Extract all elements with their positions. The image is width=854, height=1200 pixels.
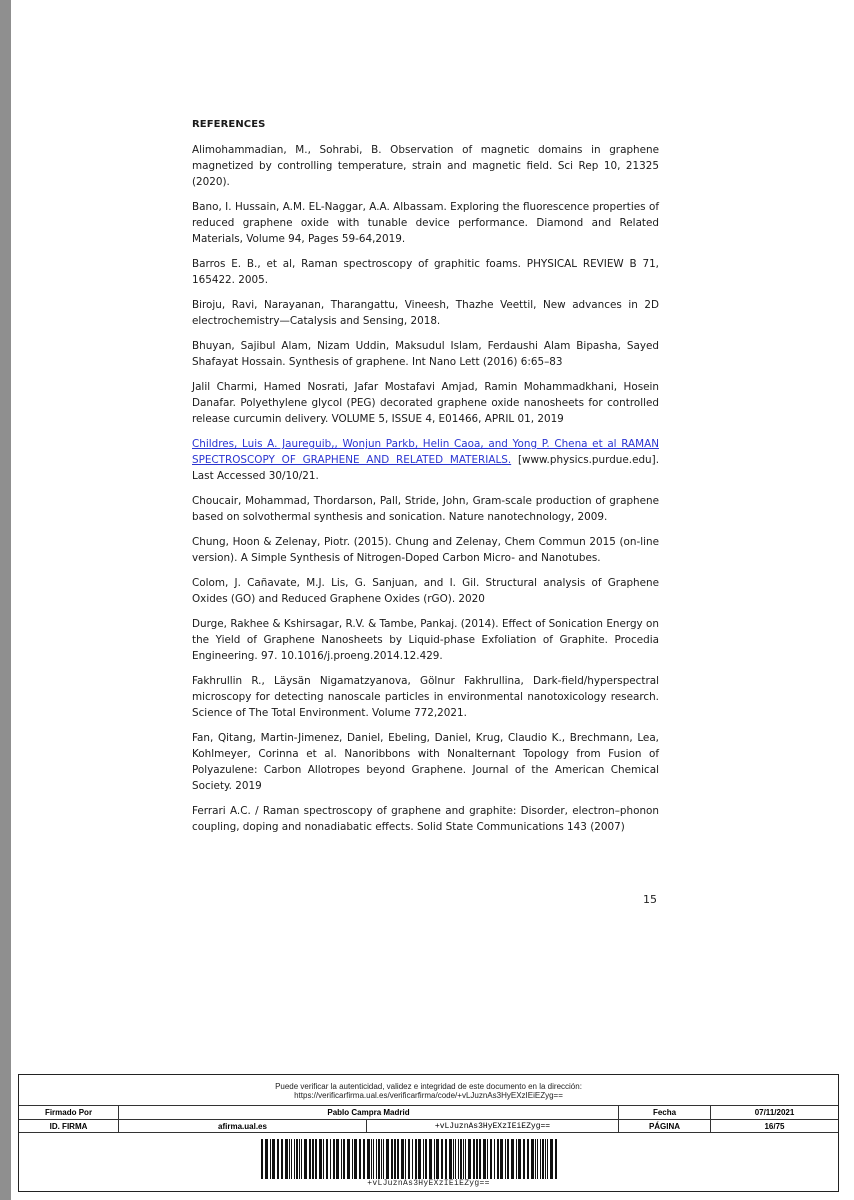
reference-item xyxy=(192,379,659,427)
verification-notice-text: Puede verificar la autenticidad, validez e integridad de este documento en la dirección: xyxy=(275,1082,582,1091)
page-label: PÁGINA xyxy=(619,1120,711,1133)
date-value: 07/11/2021 xyxy=(754,1108,795,1117)
reference-item xyxy=(192,493,659,525)
id-firma-label: ID. FIRMA xyxy=(19,1120,119,1133)
reference-text: Alimohammadian, M., Sohrabi, B. Observation of magnetic domains in graphene magnetized by controlling temperature, strain and magnetic field. Sci Rep 10, 21325 (2020). xyxy=(192,144,659,188)
verification-notice xyxy=(19,1082,838,1100)
reference-text: Barros E. B., et al, Raman spectroscopy of graphitic foams. PHYSICAL REVIEW B 71, 165422. 2005. xyxy=(192,258,659,286)
reference-text: Fakhrullin R., Läysän Nigamatzyanova, Gölnur Fakhrullina, Dark-field/hyperspectral microscopy for detecting nanoscale particles in environmental nanotoxicology research. Science of The Total Environment. Volume 772,2021. xyxy=(192,675,659,719)
signed-by-label: Firmado Por xyxy=(19,1106,119,1119)
reference-item xyxy=(192,256,659,288)
barcode xyxy=(259,1139,559,1179)
reference-item xyxy=(192,730,659,794)
id-code: +vLJuznAs3HyEXzIEiEZyg== xyxy=(367,1120,619,1133)
reference-item xyxy=(192,142,659,190)
reference-text: Bano, I. Hussain, A.M. EL-Naggar, A.A. Albassam. Exploring the fluorescence properties of reduced graphene oxide with tunable device performance. Diamond and Related Materials, Volume 94, Pages 59-64,2019. xyxy=(192,201,659,245)
reference-text: Biroju, Ravi, Narayanan, Tharangattu, Vineesh, Thazhe Veettil, New advances in 2D electrochemistry—Catalysis and Sensing, 2018. xyxy=(192,299,659,327)
signer-name: Pablo Campra Madrid xyxy=(119,1106,619,1119)
page-edge-shadow xyxy=(0,0,11,1200)
barcode-text: +vLJuznAs3HyEXzIEiEZyg== xyxy=(367,1179,490,1188)
signature-verification-box xyxy=(18,1074,839,1192)
reference-item xyxy=(192,199,659,247)
date-label: Fecha xyxy=(619,1106,711,1119)
id-host: afirma.ual.es xyxy=(119,1120,367,1133)
reference-link[interactable]: Childres, Luis A. Jaureguib,, Wonjun Parkb, Helin Caoa, and Yong P. Chena et al RAMAN SPECTROSCOPY OF GRAPHENE AND RELATED MATERIALS. xyxy=(192,438,659,466)
reference-text: Bhuyan, Sajibul Alam, Nizam Uddin, Maksudul Islam, Ferdaushi Alam Bipasha, Sayed Shafayat Hossain. Synthesis of graphene. Int Nano Lett (2016) 6:65–83 xyxy=(192,340,659,368)
reference-item xyxy=(192,803,659,835)
reference-item xyxy=(192,616,659,664)
reference-item xyxy=(192,338,659,370)
references-heading: REFERENCES xyxy=(192,119,266,130)
reference-item xyxy=(192,297,659,329)
reference-text: Durge, Rakhee & Kshirsagar, R.V. & Tambe, Pankaj. (2014). Effect of Sonication Energy on the Yield of Graphene Nanosheets by Liquid-phase Exfoliation of Graphite. Procedia Engineering. 97. 10.1016/j.proeng.2014.12.429. xyxy=(192,618,659,662)
signed-by-row xyxy=(19,1105,838,1119)
references-section xyxy=(192,119,659,844)
reference-text: Jalil Charmi, Hamed Nosrati, Jafar Mostafavi Amjad, Ramin Mohammadkhani, Hosein Danafar. Polyethylene glycol (PEG) decorated graphene oxide nanosheets for controlled release curcumin delivery. VOLUME 5, ISSUE 4, E01466, APRIL 01, 2019 xyxy=(192,381,659,425)
page-number: 15 xyxy=(643,893,657,906)
page-value: 16/75 xyxy=(764,1122,785,1131)
reference-item xyxy=(192,534,659,566)
reference-text: Fan, Qitang, Martin-Jimenez, Daniel, Ebeling, Daniel, Krug, Claudio K., Brechmann, Lea, Kohlmeyer, Corinna et al. Nanoribbons with Nonalternant Topology from Fusion of Polyazulene: Carbon Allotropes beyond Graphene. Journal of the American Chemical Society. 2019 xyxy=(192,732,659,792)
reference-text: Chung, Hoon & Zelenay, Piotr. (2015). Chung and Zelenay, Chem Commun 2015 (on-line version). A Simple Synthesis of Nitrogen-Doped Carbon Micro- and Nanotubes. xyxy=(192,536,659,564)
reference-text: Choucair, Mohammad, Thordarson, Pall, Stride, John, Gram-scale production of graphene based on solvothermal synthesis and sonication. Nature nanotechnology, 2009. xyxy=(192,495,659,523)
reference-item xyxy=(192,436,659,484)
reference-item xyxy=(192,673,659,721)
reference-text: [www.physics.purdue.edu]. Last Accessed 30/10/21. xyxy=(192,454,659,482)
reference-item xyxy=(192,575,659,607)
signature-id-row xyxy=(19,1119,838,1133)
reference-text: Colom, J. Cañavate, M.J. Lis, G. Sanjuan, and I. Gil. Structural analysis of Graphene Oxides (GO) and Reduced Graphene Oxides (rGO). 2020 xyxy=(192,577,659,605)
verification-url[interactable]: https://verificarfirma.ual.es/verificarfirma/code/+vLJuznAs3HyEXzIEiEZyg== xyxy=(294,1091,563,1100)
reference-text: Ferrari A.C. / Raman spectroscopy of graphene and graphite: Disorder, electron–phonon coupling, doping and nonadiabatic effects. Solid State Communications 143 (2007) xyxy=(192,805,659,833)
